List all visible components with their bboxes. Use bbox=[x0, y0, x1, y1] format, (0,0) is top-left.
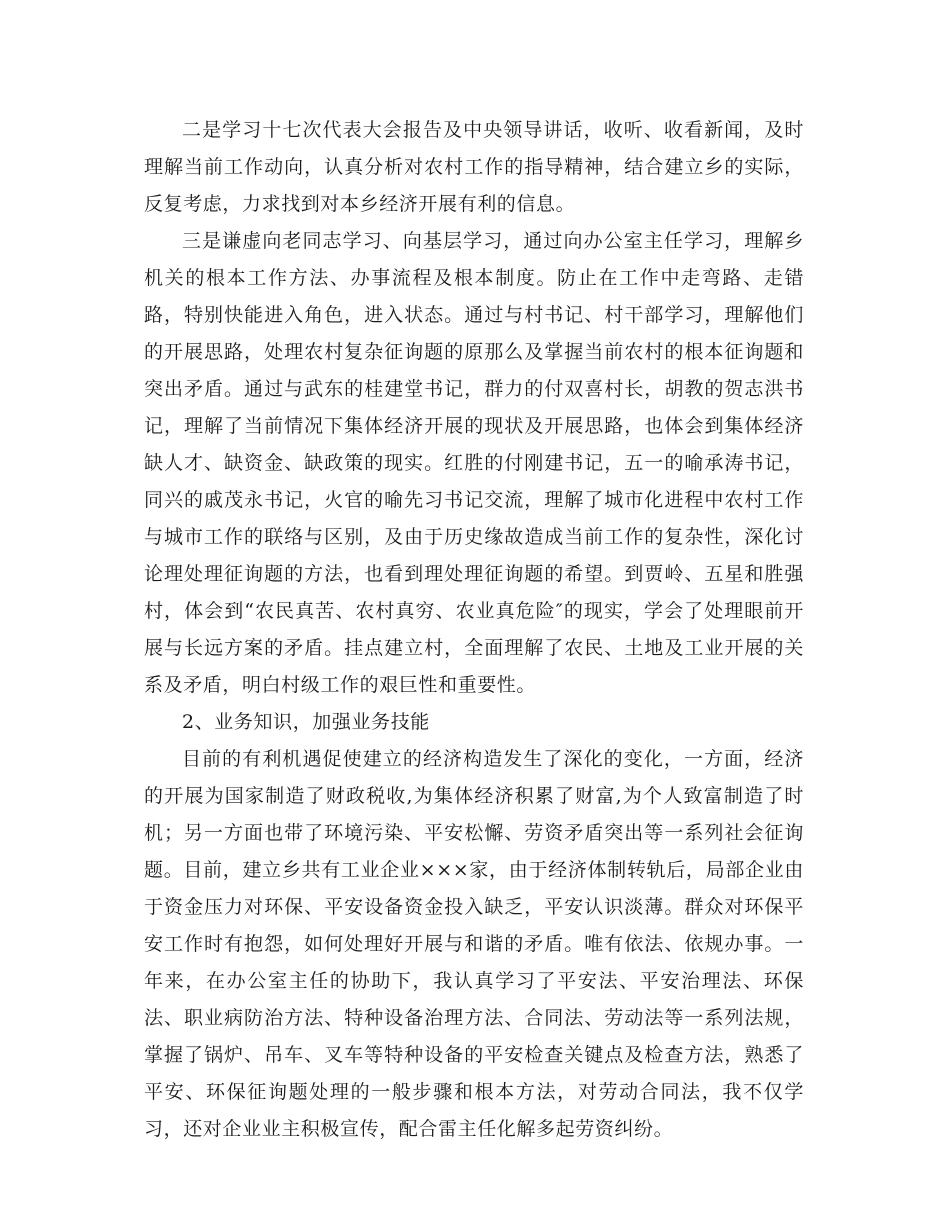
paragraph-learn-from-colleagues: 三是谦虚向老同志学习、向基层学习，通过向办公室主任学习，理解乡机关的根本工作方法、办事流程及根本制度。防止在工作中走弯路、走错路，特别快能进入角色，进入状态。通过与村书记、村干部学习，理解他们的开展思路，处理农村复杂征询题的原那么及掌握当前农村的根本征询题和突出矛盾。通过与武东的桂建堂书记，群力的付双喜村长，胡教的贺志洪书记，理解了当前情况下集体经济开展的现状及开展思路，也体会到集体经济缺人才、缺资金、缺政策的现实。红胜的付刚建书记，五一的喻承涛书记，同兴的戚茂永书记，火官的喻先习书记交流，理解了城市化进程中农村工作与城市工作的联络与区别，及由于历史缘故造成当前工作的复杂性，深化讨论理处理征询题的方法，也看到理处理征询题的希望。到贾岭、五星和胜强村，体会到“农民真苦、农村真穷、农业真危险″的现实，学会了处理眼前开展与长远方案的矛盾。挂点建立村，全面理解了农民、土地及工业开展的关系及矛盾，明白村级工作的艰巨性和重要性。 bbox=[144, 230, 804, 696]
paragraph-economic-structure: 目前的有利机遇促使建立的经济构造发生了深化的变化，一方面，经济的开展为国家制造了财政税收,为集体经济积累了财富,为个人致富制造了时机；另一方面也带了环境污染、平安松懈、劳资矛盾突出等一系列社会征询题。目前，建立乡共有工业企业×××家，由于经济体制转轨后，局部企业由于资金压力对环保、平安设备资金投入缺乏，平安认识淡薄。群众对环保平安工作时有抱怨，如何处理好开展与和谐的矛盾。唯有依法、依规办事。一年来，在办公室主任的协助下，我认真学习了平安法、平安治理法、环保法、职业病防治方法、特种设备治理方法、合同法、劳动法等一系列法规，掌握了锅炉、吊车、叉车等特种设备的平安检查关键点及检查方法，熟悉了平安、环保征询题处理的一般步骤和根本方法，对劳动合同法，我不仅学习，还对企业业主积极宣传，配合雷主任化解多起劳资纠纷。 bbox=[144, 748, 804, 1140]
section-heading-business-knowledge: 2、业务知识，加强业务技能 bbox=[182, 711, 430, 733]
paragraph-study-reports: 二是学习十七次代表大会报告及中央领导讲话，收听、收看新闻，及时理解当前工作动向，认真分析对农村工作的指导精神，结合建立乡的实际，反复考虑，力求找到对本乡经济开展有利的信息。 bbox=[144, 119, 804, 215]
document-body bbox=[144, 112, 804, 1148]
